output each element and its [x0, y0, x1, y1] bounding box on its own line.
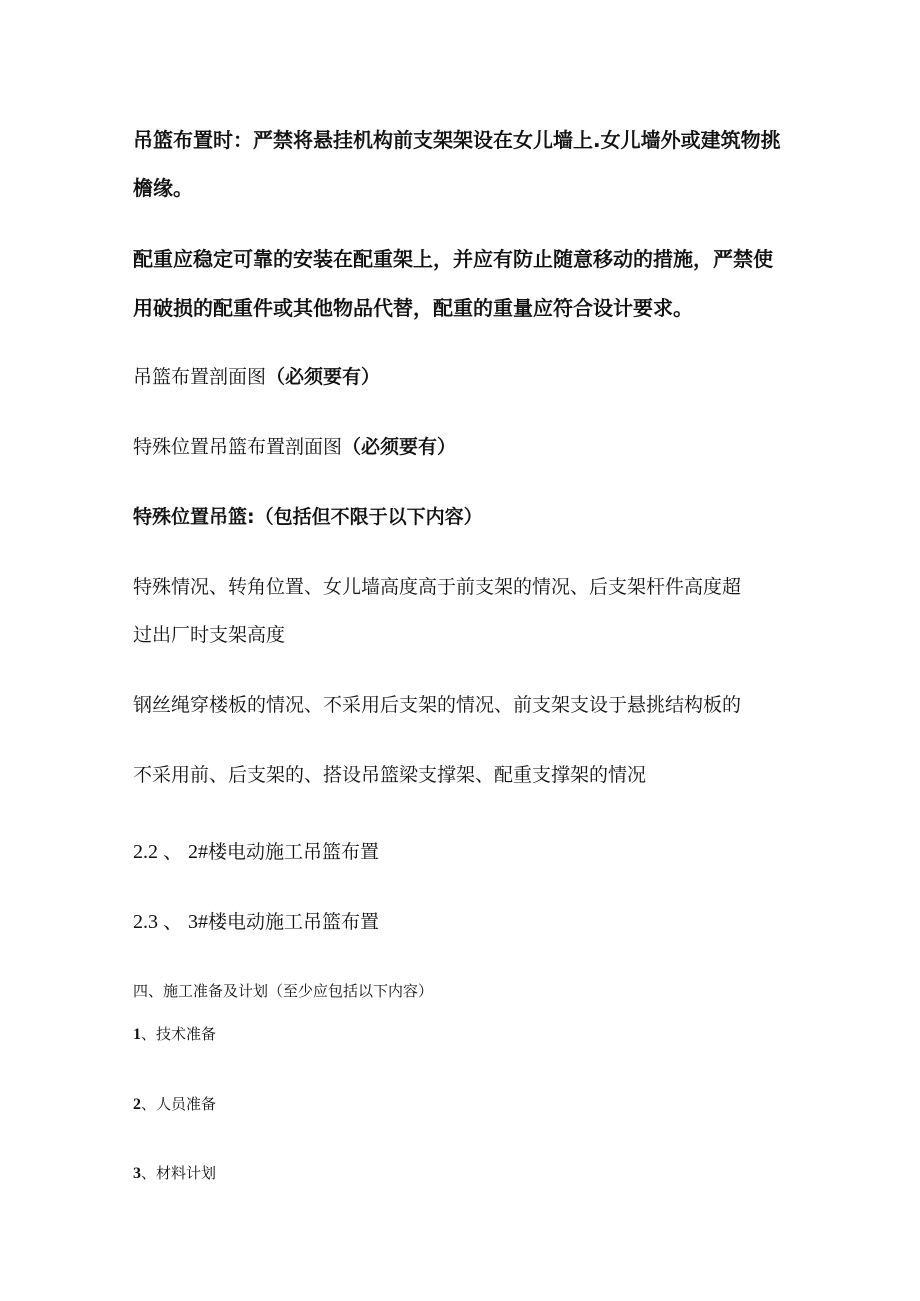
list-item-number: 1 [133, 1026, 141, 1043]
required-note: （必须要有） [266, 366, 381, 388]
subheading-number: 2.2 、 2# [133, 841, 208, 863]
wire-rope-cases: 钢丝绳穿楼板的情况、不采用后支架的情况、前支架支设于悬挑结构板的 [133, 694, 742, 716]
special-position-profile-drawing [133, 432, 456, 459]
list-item-number: 3 [133, 1165, 141, 1182]
no-bracket-cases: 不采用前、后支架的、搭设吊篮梁支撑架、配重支撑架的情况 [133, 764, 647, 786]
special-cases-line1: 特殊情况、转角位置、女儿墙高度高于前支架的情况、后支架杆件高度超 [133, 576, 742, 598]
section-profile-drawing-label: 吊篮布置剖面图 [133, 366, 267, 388]
special-position-profile-label: 特殊位置吊篮布置剖面图 [133, 436, 343, 458]
subheading-title: 楼电动施工吊篮布置 [208, 841, 380, 863]
section-four-heading: 四、施工准备及计划（至少应包括以下内容） [133, 982, 434, 1000]
paragraph-suspension-layout-line1: 吊篮布置时：严禁将悬挂机构前支架架设在女儿墙上.女儿墙外或建筑物挑 [133, 128, 781, 152]
paragraph-counterweight-line1: 配重应稳定可靠的安装在配重架上，并应有防止随意移动的措施，严禁使 [133, 247, 773, 271]
list-item-label: 、技术准备 [141, 1025, 217, 1043]
paragraph-suspension-layout-line2: 檐缘。 [133, 176, 193, 200]
list-item-label: 、材料计划 [141, 1164, 217, 1182]
subheading-2-3 [133, 905, 379, 934]
special-cases-line2: 过出厂时支架高度 [133, 624, 286, 646]
section-profile-drawing [133, 362, 380, 389]
paragraph-counterweight-line2: 用破损的配重件或其他物品代替，配重的重量应符合设计要求。 [133, 296, 693, 320]
list-item-material-plan [133, 1162, 216, 1183]
list-item-personnel-preparation [133, 1093, 216, 1114]
subheading-title: 楼电动施工吊篮布置 [208, 911, 380, 933]
list-item-number: 2 [133, 1096, 141, 1113]
subheading-2-2 [133, 835, 379, 864]
subheading-number: 2.3 、 3# [133, 911, 208, 933]
required-note: （必须要有） [342, 436, 457, 458]
list-item-technical-preparation [133, 1023, 216, 1044]
list-item-label: 、人员准备 [141, 1095, 217, 1113]
special-position-heading: 特殊位置吊篮:（包括但不限于以下内容） [133, 506, 483, 528]
